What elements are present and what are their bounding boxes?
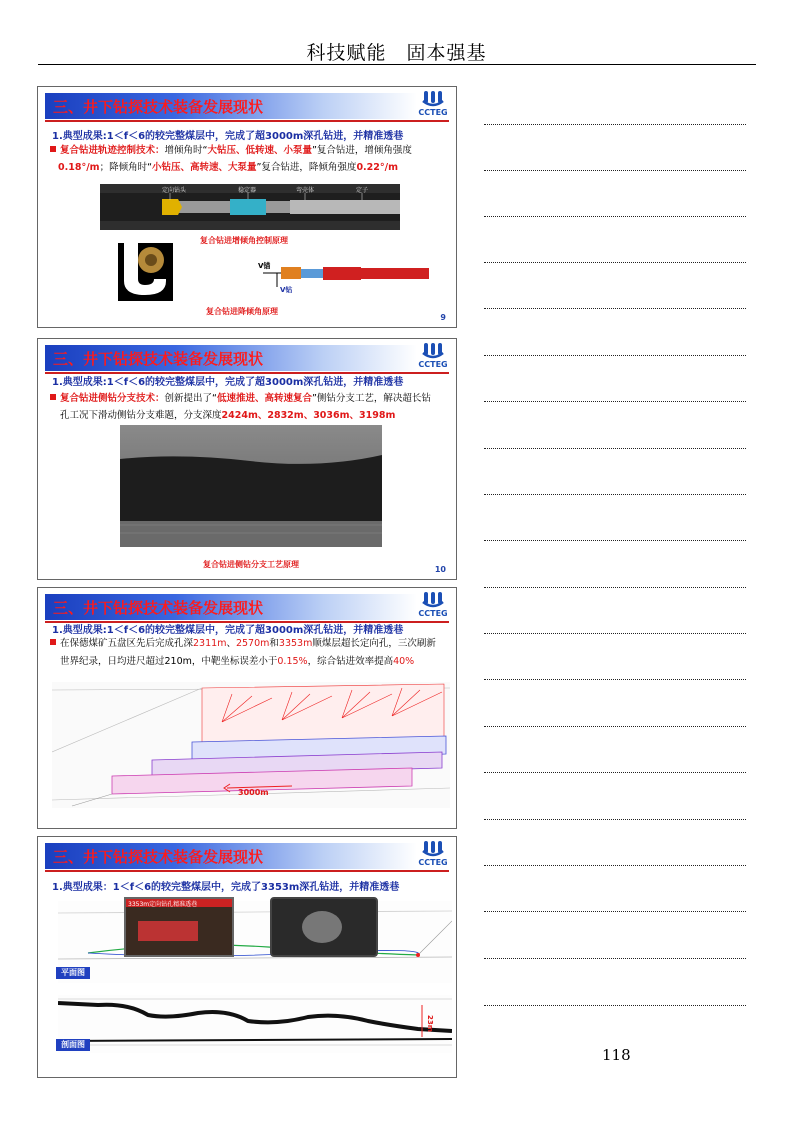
bullet-highlight: 40% [393, 656, 415, 667]
bullet-line [50, 638, 436, 650]
slide-title: 三、井下钻探技术装备发展现状 [53, 848, 264, 866]
bullet-heading: 复合钻进侧钻分支技术： [60, 393, 165, 404]
bullet-highlight: 2570m [235, 638, 270, 649]
bullet-text: ”侧钻分支工艺，解决超长钻 [311, 393, 431, 404]
bullet-text: 在保德煤矿五盘区先后完成孔深 [60, 638, 194, 649]
logo-text: CCTEG [418, 858, 448, 867]
title-rule [45, 870, 449, 872]
notes-line [484, 494, 746, 495]
page-header: 科技赋能 固本强基 [306, 42, 487, 64]
bullet-line-cont [60, 410, 395, 422]
target-point [416, 953, 420, 957]
slide-title: 三、井下钻探技术装备发展现状 [53, 599, 264, 617]
notes-line [484, 308, 746, 309]
sidetrack-photo [120, 425, 382, 547]
notes-line [484, 587, 746, 588]
slide-4 [37, 836, 457, 1078]
bullet-line-cont [58, 162, 398, 174]
notes-line [484, 726, 746, 727]
result-line: 1.典型成果:1＜f＜6的较完整煤层中，完成了超3000m深孔钻进，并精准透巷 [52, 625, 404, 636]
tool-label: 弯壳体 [296, 187, 315, 194]
bullet-highlight: 0.15% [277, 656, 308, 667]
ccteg-logo [416, 343, 450, 373]
bullet-text: 和 [269, 638, 279, 649]
coal-seam [120, 455, 382, 521]
notes-line [484, 1005, 746, 1006]
bullet-icon [50, 146, 56, 152]
stabilizer [230, 199, 266, 215]
section-offset-label: 23m [426, 1015, 434, 1033]
notes-line [484, 216, 746, 217]
bullet-highlight: 大钻压、低转速、小泵量 [207, 145, 312, 156]
figure-caption: 复合钻进侧钻分支工艺原理 [203, 560, 299, 569]
logo-icon [422, 343, 444, 360]
bullet-line-cont [60, 656, 414, 668]
plan-view-diagram [58, 901, 452, 983]
section-view-diagram [58, 995, 452, 1053]
bullet-highlight: 0.18°/m [58, 162, 100, 173]
notes-line [484, 633, 746, 634]
bullet-line [50, 393, 431, 405]
slide-1 [37, 86, 457, 328]
bullet-text: 顺煤层超长定向孔，三次刷新 [312, 638, 436, 649]
logo-text: CCTEG [418, 360, 448, 369]
bullet-text: 世界纪录，日均进尺超过210m，中靶坐标误差小于 [60, 656, 278, 667]
logo-icon [422, 592, 444, 609]
notes-line [484, 448, 746, 449]
tunnel-breakthrough-photo [270, 897, 378, 957]
ccteg-logo [416, 592, 450, 622]
bullet-icon [50, 394, 56, 400]
notes-line [484, 355, 746, 356]
bullet-text: 孔工况下滑动侧钻分支难题，分支深度 [60, 410, 222, 421]
result-line: 1.典型成果:1＜f＜6的较完整煤层中，完成了超3000m深孔钻进，并精准透巷 [52, 131, 404, 142]
ccteg-logo [416, 841, 450, 871]
slide-title-bar [45, 594, 417, 620]
bullet-text: 增倾角时“ [164, 145, 208, 156]
bullet-text: ；降倾角时“ [99, 162, 152, 173]
slide-number: 10 [434, 565, 446, 574]
bullet-text: ”复合钻进，降倾角强度 [256, 162, 357, 173]
notes-line [484, 911, 746, 912]
map-distance-label: 3000m [238, 788, 269, 797]
section-view-label: 剖面图 [56, 1039, 90, 1051]
bullet-text: 、 [226, 638, 236, 649]
title-rule [45, 120, 449, 122]
bullet-text: 创新提出了“ [164, 393, 217, 404]
vector-label: V锚 [258, 262, 271, 270]
notes-line [484, 679, 746, 680]
slide-title-bar [45, 843, 417, 869]
bit-photo [118, 243, 173, 301]
plan-view-label: 平面图 [56, 967, 90, 979]
tool-label: 定子 [356, 187, 369, 194]
bullet-highlight: 2424m、2832m、3036m、3198m [221, 410, 396, 421]
figure-caption: 复合钻进增倾角控制原理 [200, 236, 288, 245]
page-number: 118 [602, 1046, 631, 1064]
slide-number: 9 [440, 313, 446, 322]
bullet-highlight: 2311m [193, 638, 227, 649]
bullet-highlight: 0.22°/m [356, 162, 398, 173]
slide-3 [37, 587, 457, 829]
bullet-text: ，综合钻进效率提高 [307, 656, 394, 667]
tool-label: 稳定器 [238, 187, 257, 194]
bullet-text: ”复合钻进，增倾角强度 [311, 145, 412, 156]
notes-line [484, 865, 746, 866]
notes-line [484, 958, 746, 959]
bullet-line [50, 145, 412, 157]
photo-label: 3353m定向钻孔精准透巷 [128, 901, 198, 908]
slide-title-bar [45, 345, 417, 371]
slide-title: 三、井下钻探技术装备发展现状 [53, 350, 264, 368]
bullet-highlight: 低速推进、高转速复合 [216, 393, 312, 404]
slide-title: 三、井下钻探技术装备发展现状 [53, 98, 264, 116]
bullet-highlight: 3353m [278, 638, 313, 649]
bullet-heading: 复合钻进轨迹控制技术： [60, 145, 165, 156]
bullet-highlight: 小钻压、高转速、大泵量 [151, 162, 257, 173]
notes-line [484, 540, 746, 541]
notes-line [484, 262, 746, 263]
vector-label: V钻 [280, 286, 293, 294]
logo-icon [422, 91, 444, 108]
figure-caption: 复合钻进降倾角原理 [206, 307, 278, 316]
slide-2 [37, 338, 457, 580]
logo-text: CCTEG [418, 609, 448, 618]
notes-line [484, 170, 746, 171]
notes-line [484, 124, 746, 125]
slide-title-bar [45, 93, 417, 119]
bullet-icon [50, 639, 56, 645]
drilling-site-photo [124, 897, 234, 957]
header-rule [38, 64, 756, 65]
tool-label: 定向钻头 [162, 187, 187, 194]
ccteg-logo [416, 91, 450, 121]
notes-line [484, 819, 746, 820]
logo-icon [422, 841, 444, 858]
drill-bit [162, 199, 182, 215]
notes-line [484, 772, 746, 773]
notes-line [484, 401, 746, 402]
result-line: 1.典型成果：1＜f＜6的较完整煤层中，完成了3353m深孔钻进，并精准透巷 [52, 882, 400, 893]
result-line: 1.典型成果:1＜f＜6的较完整煤层中，完成了超3000m深孔钻进，并精准透巷 [52, 377, 404, 388]
logo-text: CCTEG [418, 108, 448, 117]
